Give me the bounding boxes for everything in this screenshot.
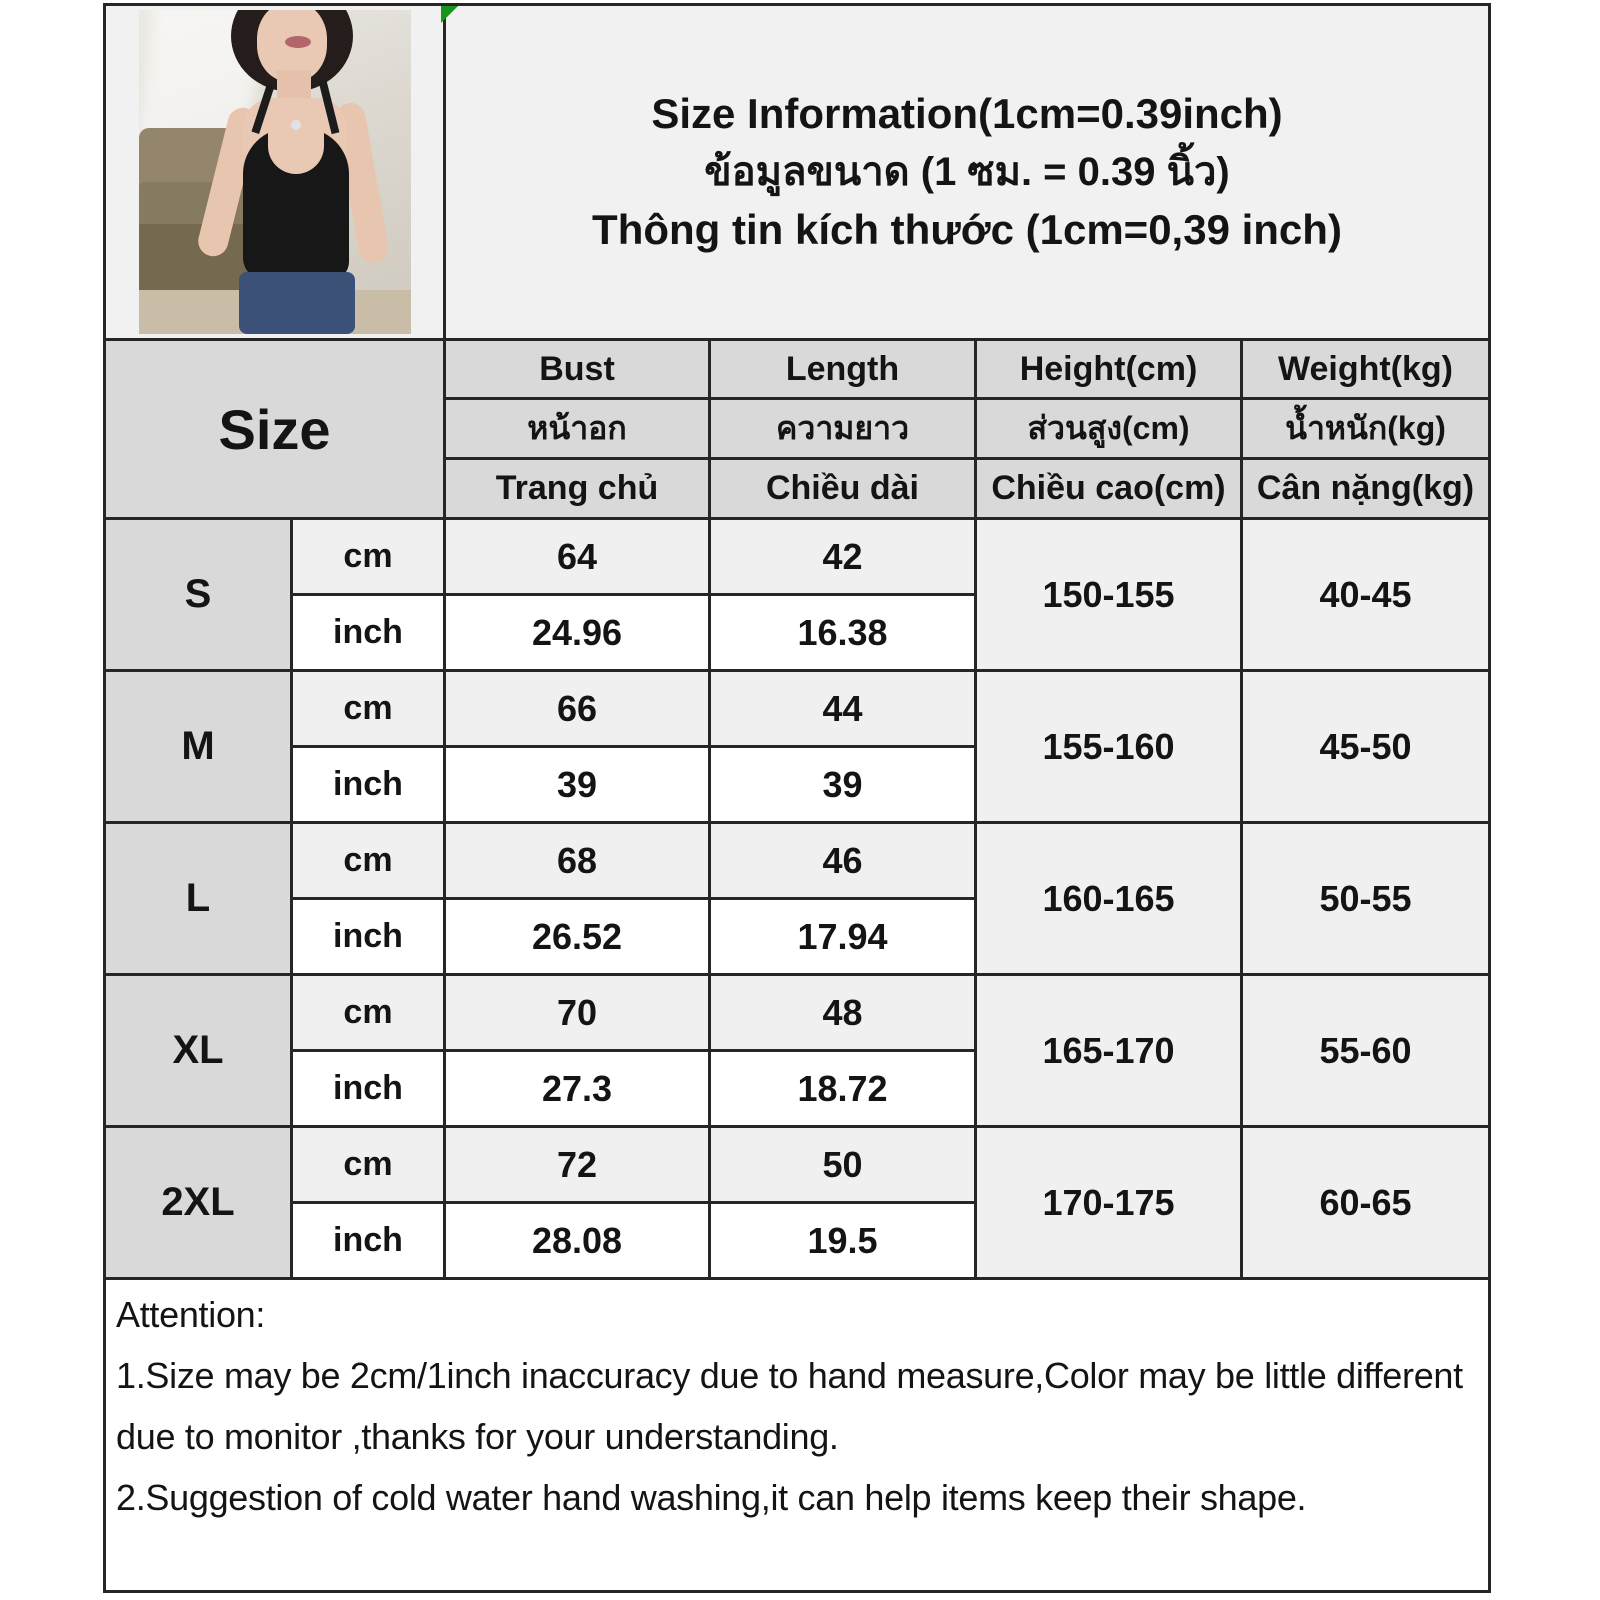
title-vietnamese: Thông tin kích thước (1cm=0,39 inch) [592,206,1342,253]
row-m-height: 155-160 [977,672,1240,821]
row-s-length-inch: 16.38 [711,596,974,669]
header-height-en: Height(cm) [977,341,1240,397]
row-xl-length-inch: 18.72 [711,1052,974,1125]
row-l-length-cm: 46 [711,824,974,897]
photo-jeans [239,272,355,334]
row-l-weight: 50-55 [1243,824,1488,973]
size-chart-table [103,3,1491,1593]
attention-heading: Attention: [116,1294,266,1335]
header-length-en: Length [711,341,974,397]
row-s-height: 150-155 [977,520,1240,669]
row-2xl-weight: 60-65 [1243,1128,1488,1277]
row-l-bust-cm: 68 [446,824,708,897]
attention-note-1-line-2: due to monitor ,thanks for your understanding. [116,1416,839,1457]
header-bust-vi: Trang chủ [446,460,708,517]
row-xl-unit-inch: inch [293,1052,443,1125]
row-s-weight: 40-45 [1243,520,1488,669]
row-m-weight: 45-50 [1243,672,1488,821]
row-2xl-length-inch: 19.5 [711,1204,974,1277]
product-photo [139,10,411,334]
row-xl-bust-cm: 70 [446,976,708,1049]
attention-note-1-line-1: 1.Size may be 2cm/1inch inaccuracy due to hand measure,Color may be little different [116,1355,1463,1396]
row-xl-bust-inch: 27.3 [446,1052,708,1125]
row-m-unit-inch: inch [293,748,443,821]
row-l-length-inch: 17.94 [711,900,974,973]
row-s-unit-inch: inch [293,596,443,669]
size-column-header: Size [106,341,443,517]
row-xl-height: 165-170 [977,976,1240,1125]
row-s-length-cm: 42 [711,520,974,593]
green-corner-marker [441,6,458,23]
row-m-length-cm: 44 [711,672,974,745]
row-l-bust-inch: 26.52 [446,900,708,973]
row-m-bust-cm: 66 [446,672,708,745]
header-height-th: ส่วนสูง(cm) [977,400,1240,457]
header-weight-en: Weight(kg) [1243,341,1488,397]
row-s-size: S [106,520,290,669]
row-m-unit-cm: cm [293,672,443,745]
title-english: Size Information(1cm=0.39inch) [651,90,1283,137]
row-xl-length-cm: 48 [711,976,974,1049]
header-weight-th: น้ำหนัก(kg) [1243,400,1488,457]
row-s-bust-inch: 24.96 [446,596,708,669]
header-weight-vi: Cân nặng(kg) [1243,460,1488,517]
photo-woman-lips [285,36,311,48]
header-bust-en: Bust [446,341,708,397]
row-m-length-inch: 39 [711,748,974,821]
row-s-unit-cm: cm [293,520,443,593]
attention-note-2: 2.Suggestion of cold water hand washing,it can help items keep their shape. [116,1477,1307,1518]
row-s-bust-cm: 64 [446,520,708,593]
header-bust-th: หน้าอก [446,400,708,457]
row-2xl-bust-cm: 72 [446,1128,708,1201]
product-photo-cell [106,6,443,338]
row-l-unit-cm: cm [293,824,443,897]
photo-necklace-pendant [291,120,301,130]
row-2xl-size: 2XL [106,1128,290,1277]
row-l-height: 160-165 [977,824,1240,973]
row-m-bust-inch: 39 [446,748,708,821]
title-block [446,6,1488,338]
row-2xl-bust-inch: 28.08 [446,1204,708,1277]
attention-box [106,1280,1488,1590]
row-xl-weight: 55-60 [1243,976,1488,1125]
row-l-size: L [106,824,290,973]
row-l-unit-inch: inch [293,900,443,973]
row-m-size: M [106,672,290,821]
row-2xl-unit-cm: cm [293,1128,443,1201]
title-thai: ข้อมูลขนาด (1 ซม. = 0.39 นิ้ว) [704,150,1230,194]
row-xl-size: XL [106,976,290,1125]
row-xl-unit-cm: cm [293,976,443,1049]
header-length-th: ความยาว [711,400,974,457]
header-height-vi: Chiều cao(cm) [977,460,1240,517]
header-length-vi: Chiều dài [711,460,974,517]
row-2xl-unit-inch: inch [293,1204,443,1277]
row-2xl-length-cm: 50 [711,1128,974,1201]
row-2xl-height: 170-175 [977,1128,1240,1277]
